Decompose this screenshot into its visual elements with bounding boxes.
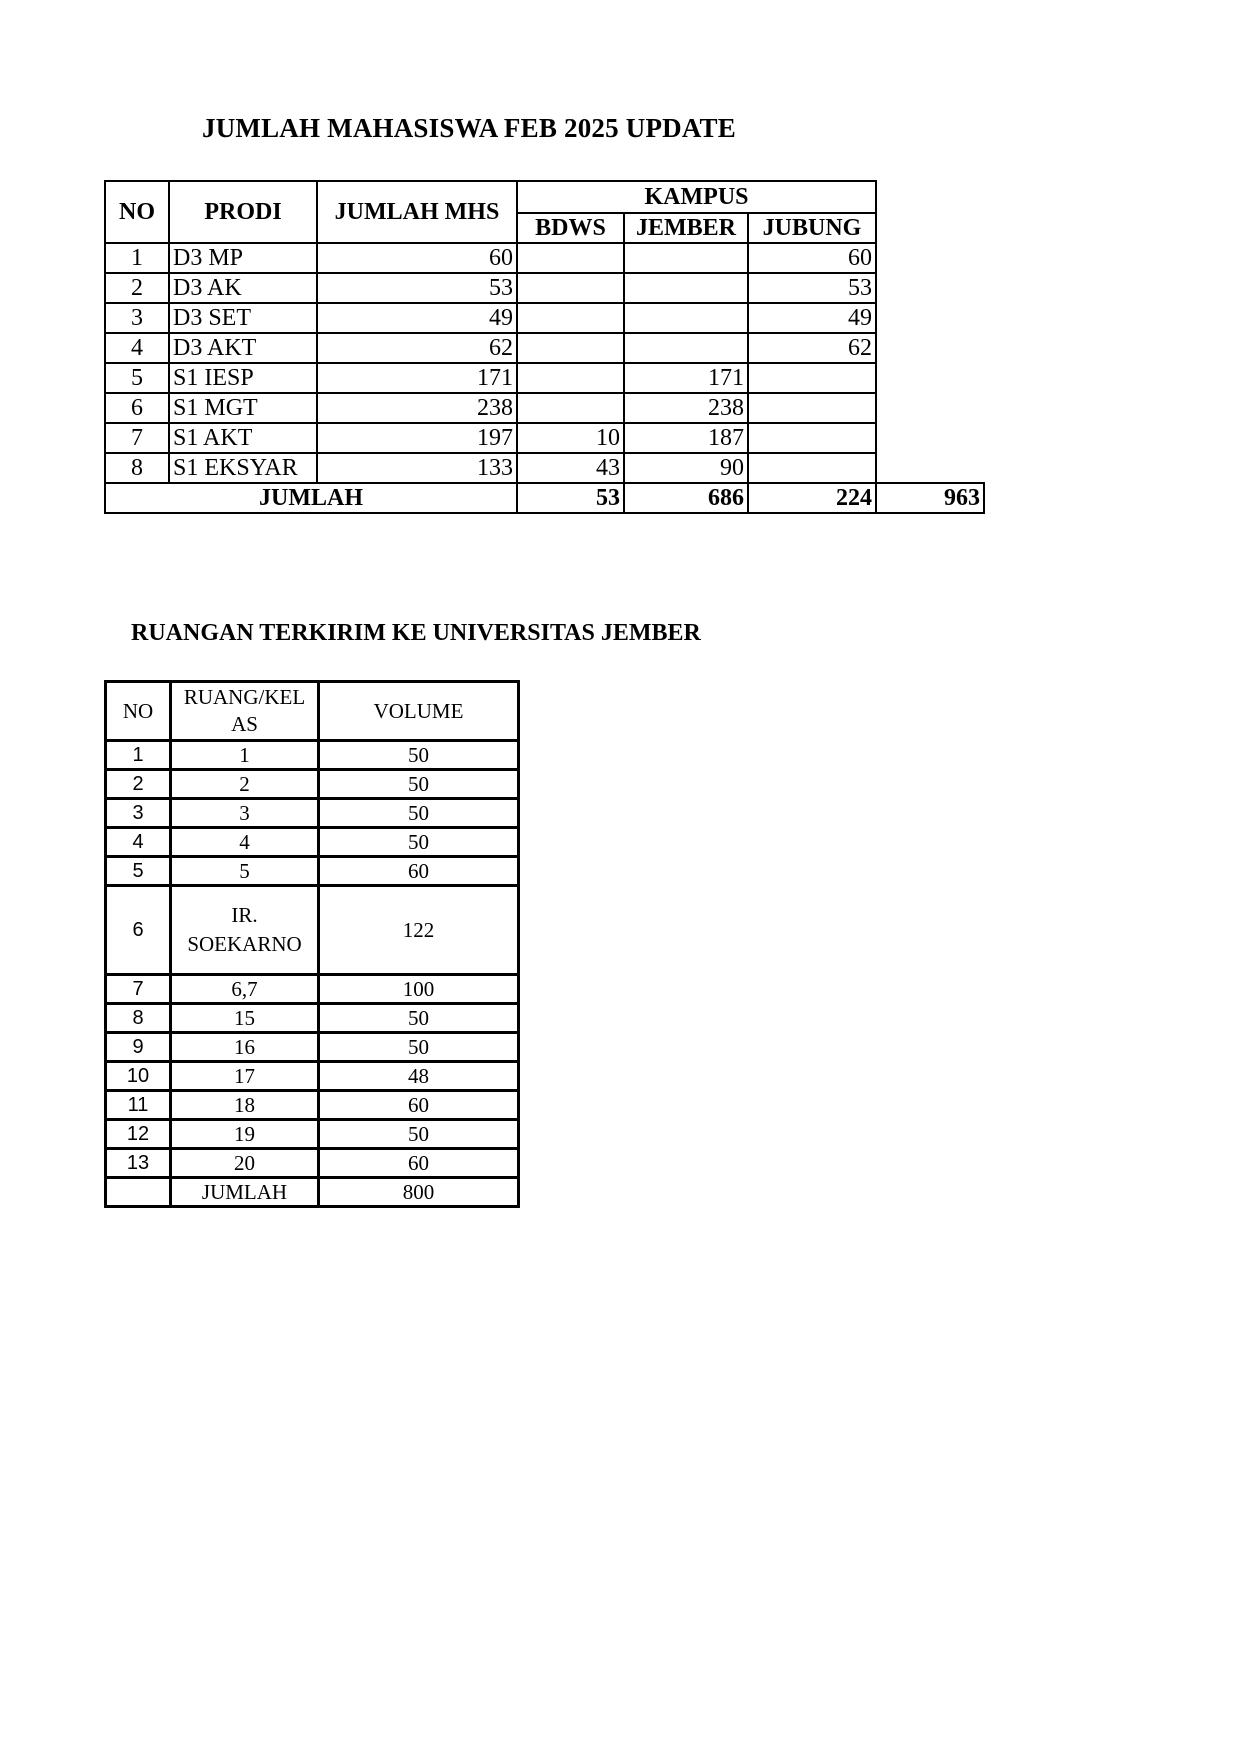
row-ruang: 5 [171,857,319,886]
row-no: 5 [106,857,171,886]
header-jubung: JUBUNG [748,213,876,243]
total-jember: 686 [624,483,748,513]
row-jubung [748,423,876,453]
row-no: 1 [105,243,169,273]
row-jubung: 49 [748,303,876,333]
row-ruang: 19 [171,1120,319,1149]
row-jubung [748,453,876,483]
row-jember: 171 [624,363,748,393]
row-prodi: S1 IESP [169,363,317,393]
row-ruang: IR. SOEKARNO [171,886,319,975]
row-jember [624,303,748,333]
empty-cell [876,303,984,333]
row-prodi: D3 AK [169,273,317,303]
table-row [105,333,984,363]
row-volume: 50 [319,1033,519,1062]
empty-cell [876,181,984,243]
row-volume: 50 [319,770,519,799]
table-row [106,1062,519,1091]
row-volume: 60 [319,1149,519,1178]
row-volume: 50 [319,1120,519,1149]
grand-total: 963 [876,483,984,513]
header-jember: JEMBER [624,213,748,243]
row-ruang: 6,7 [171,975,319,1004]
row-volume: 50 [319,741,519,770]
row-bdws [517,333,624,363]
empty-cell [876,333,984,363]
row-jember: 187 [624,423,748,453]
row-jember [624,273,748,303]
row-jubung [748,363,876,393]
table-row [106,799,519,828]
total-label: JUMLAH [171,1178,319,1207]
table-row [106,828,519,857]
table-row [105,303,984,333]
row-ruang: 1 [171,741,319,770]
table2-total-row [106,1178,519,1207]
total-volume: 800 [319,1178,519,1207]
row-no: 3 [106,799,171,828]
row-jember: 90 [624,453,748,483]
page-title: JUMLAH MAHASISWA FEB 2025 UPDATE [202,113,736,143]
total-label: JUMLAH [105,483,517,513]
row-no: 10 [106,1062,171,1091]
total-bdws: 53 [517,483,624,513]
row-no: 6 [105,393,169,423]
row-prodi: S1 MGT [169,393,317,423]
row-jubung: 53 [748,273,876,303]
row-ruang: 17 [171,1062,319,1091]
row-prodi: D3 AKT [169,333,317,363]
row-jumlah: 197 [317,423,517,453]
student-count-table [104,180,985,514]
table-row [106,1004,519,1033]
row-bdws [517,363,624,393]
header-volume: VOLUME [319,682,519,741]
row-no: 5 [105,363,169,393]
empty-cell [876,393,984,423]
row-volume: 60 [319,1091,519,1120]
table1-body [105,243,984,483]
table-row [105,243,984,273]
row-no: 1 [106,741,171,770]
row-no: 7 [106,975,171,1004]
row-no: 9 [106,1033,171,1062]
row-no: 3 [105,303,169,333]
table-row [105,453,984,483]
table-row [106,886,519,975]
row-no: 11 [106,1091,171,1120]
row-prodi: D3 MP [169,243,317,273]
row-jumlah: 60 [317,243,517,273]
row-jember [624,243,748,273]
row-ruang: 4 [171,828,319,857]
row-volume: 122 [319,886,519,975]
row-volume: 60 [319,857,519,886]
row-jember [624,333,748,363]
row-volume: 50 [319,1004,519,1033]
empty-cell [876,423,984,453]
row-no: 7 [105,423,169,453]
table-row [105,423,984,453]
row-ruang: 16 [171,1033,319,1062]
row-jubung [748,393,876,423]
row-bdws: 10 [517,423,624,453]
total-jubung: 224 [748,483,876,513]
empty-cell [876,273,984,303]
row-no: 4 [106,828,171,857]
row-no: 6 [106,886,171,975]
table-row [106,741,519,770]
row-jumlah: 49 [317,303,517,333]
row-no: 12 [106,1120,171,1149]
table-row [106,857,519,886]
header-jumlah-mhs: JUMLAH MHS [317,181,517,243]
table-row [105,363,984,393]
row-jumlah: 171 [317,363,517,393]
row-bdws: 43 [517,453,624,483]
table-row [106,975,519,1004]
table-row [106,770,519,799]
row-prodi: D3 SET [169,303,317,333]
row-jumlah: 238 [317,393,517,423]
header-prodi: PRODI [169,181,317,243]
row-jumlah: 62 [317,333,517,363]
row-volume: 48 [319,1062,519,1091]
row-bdws [517,303,624,333]
header-no: NO [105,181,169,243]
row-volume: 50 [319,828,519,857]
section-title: RUANGAN TERKIRIM KE UNIVERSITAS JEMBER [131,620,701,646]
table-row [106,1120,519,1149]
row-no: 2 [105,273,169,303]
row-jumlah: 53 [317,273,517,303]
header-no: NO [106,682,171,741]
empty-cell [876,363,984,393]
row-prodi: S1 EKSYAR [169,453,317,483]
table2-body [106,741,519,1178]
row-no: 8 [106,1004,171,1033]
table1-total-row [105,483,984,513]
row-ruang: 15 [171,1004,319,1033]
table-row [105,273,984,303]
row-ruang: 18 [171,1091,319,1120]
room-table [104,680,520,1208]
table-row [106,1149,519,1178]
row-no: 8 [105,453,169,483]
empty-cell [876,453,984,483]
table-row [106,1091,519,1120]
row-volume: 100 [319,975,519,1004]
row-prodi: S1 AKT [169,423,317,453]
empty-cell [876,243,984,273]
header-bdws: BDWS [517,213,624,243]
header-ruang-kelas: RUANG/KEL AS [171,682,319,741]
row-no: 13 [106,1149,171,1178]
row-ruang: 2 [171,770,319,799]
row-no: 2 [106,770,171,799]
row-bdws [517,393,624,423]
row-bdws [517,243,624,273]
row-jubung: 62 [748,333,876,363]
total-no [106,1178,171,1207]
row-ruang: 20 [171,1149,319,1178]
row-jember: 238 [624,393,748,423]
row-volume: 50 [319,799,519,828]
row-jubung: 60 [748,243,876,273]
table-row [106,1033,519,1062]
table-row [105,393,984,423]
row-jumlah: 133 [317,453,517,483]
row-no: 4 [105,333,169,363]
header-kampus: KAMPUS [517,181,876,213]
row-ruang: 3 [171,799,319,828]
row-bdws [517,273,624,303]
